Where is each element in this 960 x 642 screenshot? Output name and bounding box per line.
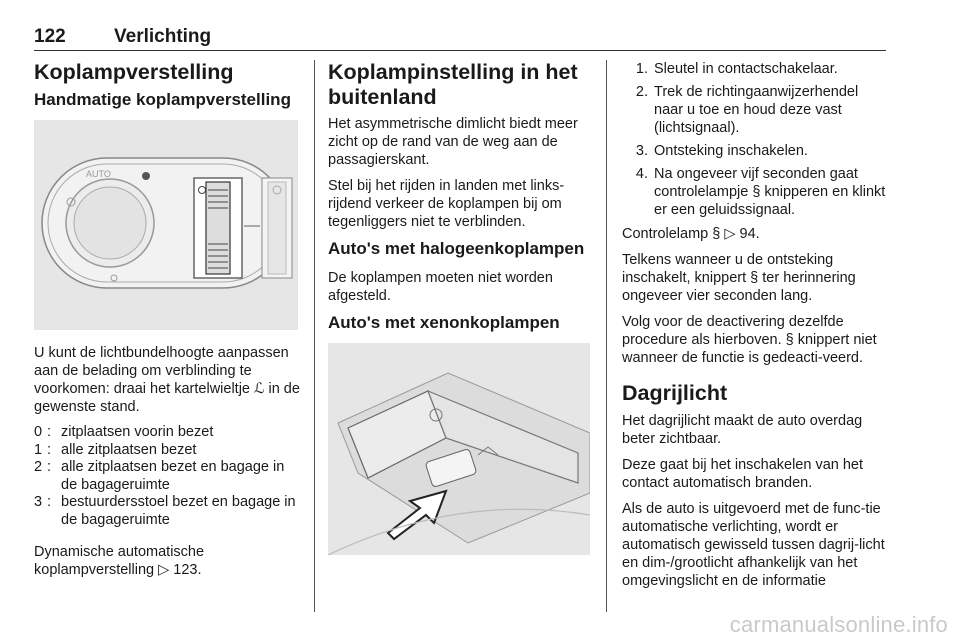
legend-list bbox=[34, 424, 304, 529]
body-paragraph: U kunt de lichtbundelhoogte aanpassen aan de belading om verblinding te voorkomen: draai het kartelwieltje ℒ in de gewenste stand. bbox=[34, 345, 300, 415]
section-title: Dagrijlicht bbox=[622, 381, 728, 405]
body-paragraph: Als de auto is uitgevoerd met de func-tie automatische verlichting, wordt er automatisch gewisseld tussen dagrij-licht en dim-/grootlicht afhankelijk van het omgevingslicht en de informatie bbox=[622, 501, 885, 589]
cross-reference: Dynamische automatische koplampverstelling ▷ 123. bbox=[34, 544, 205, 578]
column-3 bbox=[622, 60, 888, 598]
legend-item: 3 : bestuurdersstoel bezet en bagage in de bagageruimte bbox=[34, 494, 296, 528]
column-2 bbox=[328, 60, 590, 555]
list-item: 4. Na ongeveer vijf seconden gaat controlelampje § knipperen en klinkt er een geluidssignaal. bbox=[635, 166, 886, 218]
body-paragraph: De koplampen moeten niet worden afgesteld. bbox=[328, 270, 553, 304]
body-paragraph: Het asymmetrische dimlicht biedt meer zicht op de rand van de weg aan de passagierskant. bbox=[328, 116, 578, 168]
legend-item: 2 : alle zitplaatsen bezet en bagage in de bagageruimte bbox=[34, 459, 285, 493]
list-item: 1. Sleutel in contactschakelaar. bbox=[635, 61, 838, 77]
indicator-lever-figure bbox=[328, 343, 590, 555]
column-divider bbox=[606, 60, 607, 612]
page-number: 122 bbox=[34, 26, 66, 47]
section-title: Koplampinstelling in het buitenland bbox=[328, 60, 578, 109]
body-paragraph: Deze gaat bij het inschakelen van het contact automatisch branden. bbox=[622, 457, 864, 491]
list-item: 2. Trek de richtingaanwijzerhendel naar u toe en houd deze vast (lichtsignaal). bbox=[635, 84, 859, 136]
auto-label: AUTO bbox=[86, 169, 111, 179]
body-paragraph: Telkens wanneer u de ontsteking inschakelt, knippert § ter herinnering ongeveer vier seconden lang. bbox=[622, 252, 856, 304]
subsection-title: Auto's met xenonkoplampen bbox=[328, 313, 560, 332]
column-divider bbox=[314, 60, 315, 612]
subsection-title: Handmatige koplampverstelling bbox=[34, 90, 291, 109]
legend-item: 1 : alle zitplaatsen bezet bbox=[34, 441, 197, 458]
body-paragraph: Het dagrijlicht maakt de auto overdag beter zichtbaar. bbox=[622, 413, 863, 447]
cross-reference: Controlelamp § ▷ 94. bbox=[622, 226, 760, 242]
watermark: carmanualsonline.info bbox=[729, 612, 948, 637]
list-item: 3. Ontsteking inschakelen. bbox=[635, 143, 808, 159]
body-paragraph: Stel bij het rijden in landen met links-rijdend verkeer de koplampen bij om tegenliggers niet te verblinden. bbox=[328, 178, 565, 230]
headlight-switch-figure bbox=[34, 120, 298, 330]
page-header bbox=[34, 26, 886, 51]
chapter-title: Verlichting bbox=[114, 26, 212, 47]
subsection-title: Auto's met halogeenkoplampen bbox=[328, 239, 585, 258]
section-title: Koplampverstelling bbox=[34, 60, 234, 84]
steps-list bbox=[622, 60, 888, 219]
column-1 bbox=[34, 60, 304, 587]
body-paragraph: Volg voor de deactivering dezelfde procedure als hierboven. § knippert niet wanneer de functie is gedeacti-veerd. bbox=[622, 314, 877, 366]
legend-item: 0 : zitplaatsen voorin bezet bbox=[34, 424, 214, 440]
